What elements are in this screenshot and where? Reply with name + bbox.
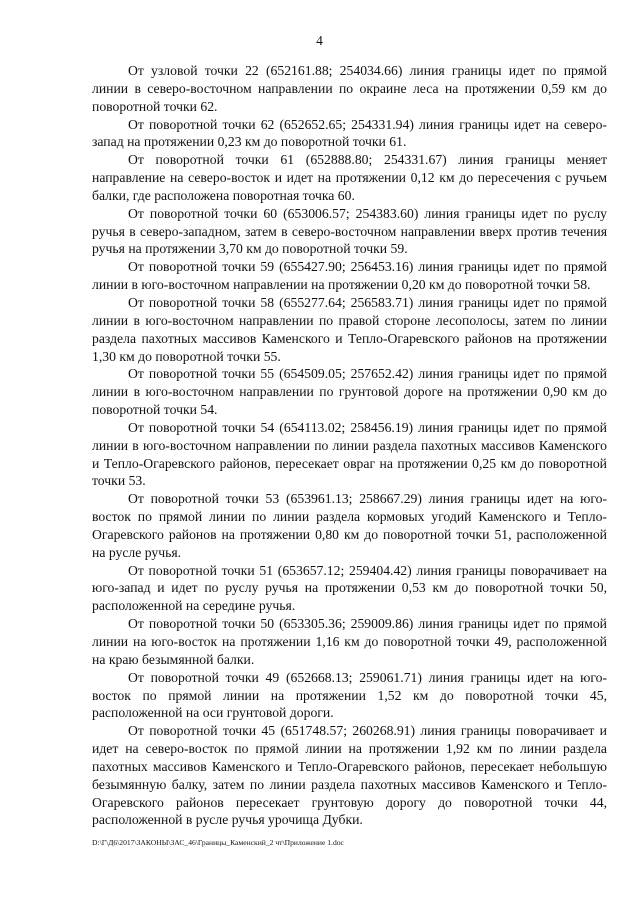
- paragraph-point-60: От поворотной точки 60 (653006.57; 254383.60) линия границы идет по руслу ручья в северо-западном, затем в северо-восточном направлении вверх против течения ручья на протяжении 3,70 км до поворотной точки 59.: [92, 205, 607, 257]
- paragraph-point-61: От поворотной точки 61 (652888.80; 254331.67) линия границы меняет направление на северо-восток и идет на протяжении 0,12 км до пересечения с ручьем балки, где расположена поворотная точка 60.: [92, 152, 607, 203]
- document-body: [92, 62, 607, 829]
- paragraph-point-54: От поворотной точки 54 (654113.02; 258456.19) линия границы идет по прямой линии в юго-восточном направлении по линии раздела пахотных массивов Каменского и Тепло-Огаревского районов, пересекает овраг на протяжении 0,25 км до поворотной точки 53.: [92, 419, 607, 489]
- paragraph-point-62: От поворотной точки 62 (652652.65; 254331.94) линия границы идет на северо-запад на протяжении 0,23 км до поворотной точки 61.: [92, 116, 607, 150]
- paragraph-point-59: От поворотной точки 59 (655427.90; 256453.16) линия границы идет по прямой линии в юго-восточном направлении на протяжении 0,20 км до поворотной точки 58.: [92, 259, 607, 293]
- paragraph-point-45: От поворотной точки 45 (651748.57; 260268.91) линия границы поворачивает и идет на северо-восток по прямой линии на протяжении 1,92 км по линии раздела пахотных массивов Каменского и Тепло-Огаревского районов, пересекает небольшую безымянную балку, затем по линии раздела пахотных массивов Каменского и Тепло-Огаревского районов пересекает грунтовую дорогу до поворотной точки 44, расположенной в русле ручья урочища Дубки.: [92, 723, 607, 828]
- footer-file-path: D:\Г\Д6\2017\ЗАКОНЫ\ЗАС_46\Границы_Каменский_2 чт\Приложение 1.doc: [92, 838, 344, 847]
- paragraph-point-51: От поворотной точки 51 (653657.12; 259404.42) линия границы поворачивает на юго-запад и идет по руслу ручья на протяжении 0,53 км до поворотной точки 50, расположенной на середине ручья.: [92, 562, 607, 614]
- paragraph-point-50: От поворотной точки 50 (653305.36; 259009.86) линия границы идет по прямой линии на юго-восток на протяжении 1,16 км до поворотной точки 49, расположенной на краю безымянной балки.: [92, 616, 607, 667]
- paragraph-point-49: От поворотной точки 49 (652668.13; 259061.71) линия границы идет на юго-восток по прямой линии на протяжении 1,52 км до поворотной точки 45, расположенной на оси грунтовой дороги.: [92, 669, 607, 721]
- paragraph-point-53: От поворотной точки 53 (653961.13; 258667.29) линия границы идет на юго-восток по прямой линии по линии раздела кормовых угодий Каменского и Тепло-Огаревского районов на протяжении 0,80 км до поворотной точки 51, расположенной на русле ручья.: [92, 491, 607, 560]
- paragraph-point-55: От поворотной точки 55 (654509.05; 257652.42) линия границы идет по прямой линии в юго-восточном направлении по грунтовой дороге на протяжении 0,90 км до поворотной точки 54.: [92, 366, 607, 418]
- paragraph-point-58: От поворотной точки 58 (655277.64; 256583.71) линия границы идет по прямой линии в юго-восточном направлении по правой стороне лесополосы, затем по линии раздела пахотных массивов Каменского и Тепло-Огаревского районов на протяжении 1,30 км до поворотной точки 55.: [92, 294, 607, 364]
- paragraph-point-22: От узловой точки 22 (652161.88; 254034.66) линия границы идет по прямой линии в северо-восточном направлении по окраине леса на протяжении 0,59 км до поворотной точки 62.: [92, 63, 607, 114]
- page-number: 4: [316, 33, 323, 48]
